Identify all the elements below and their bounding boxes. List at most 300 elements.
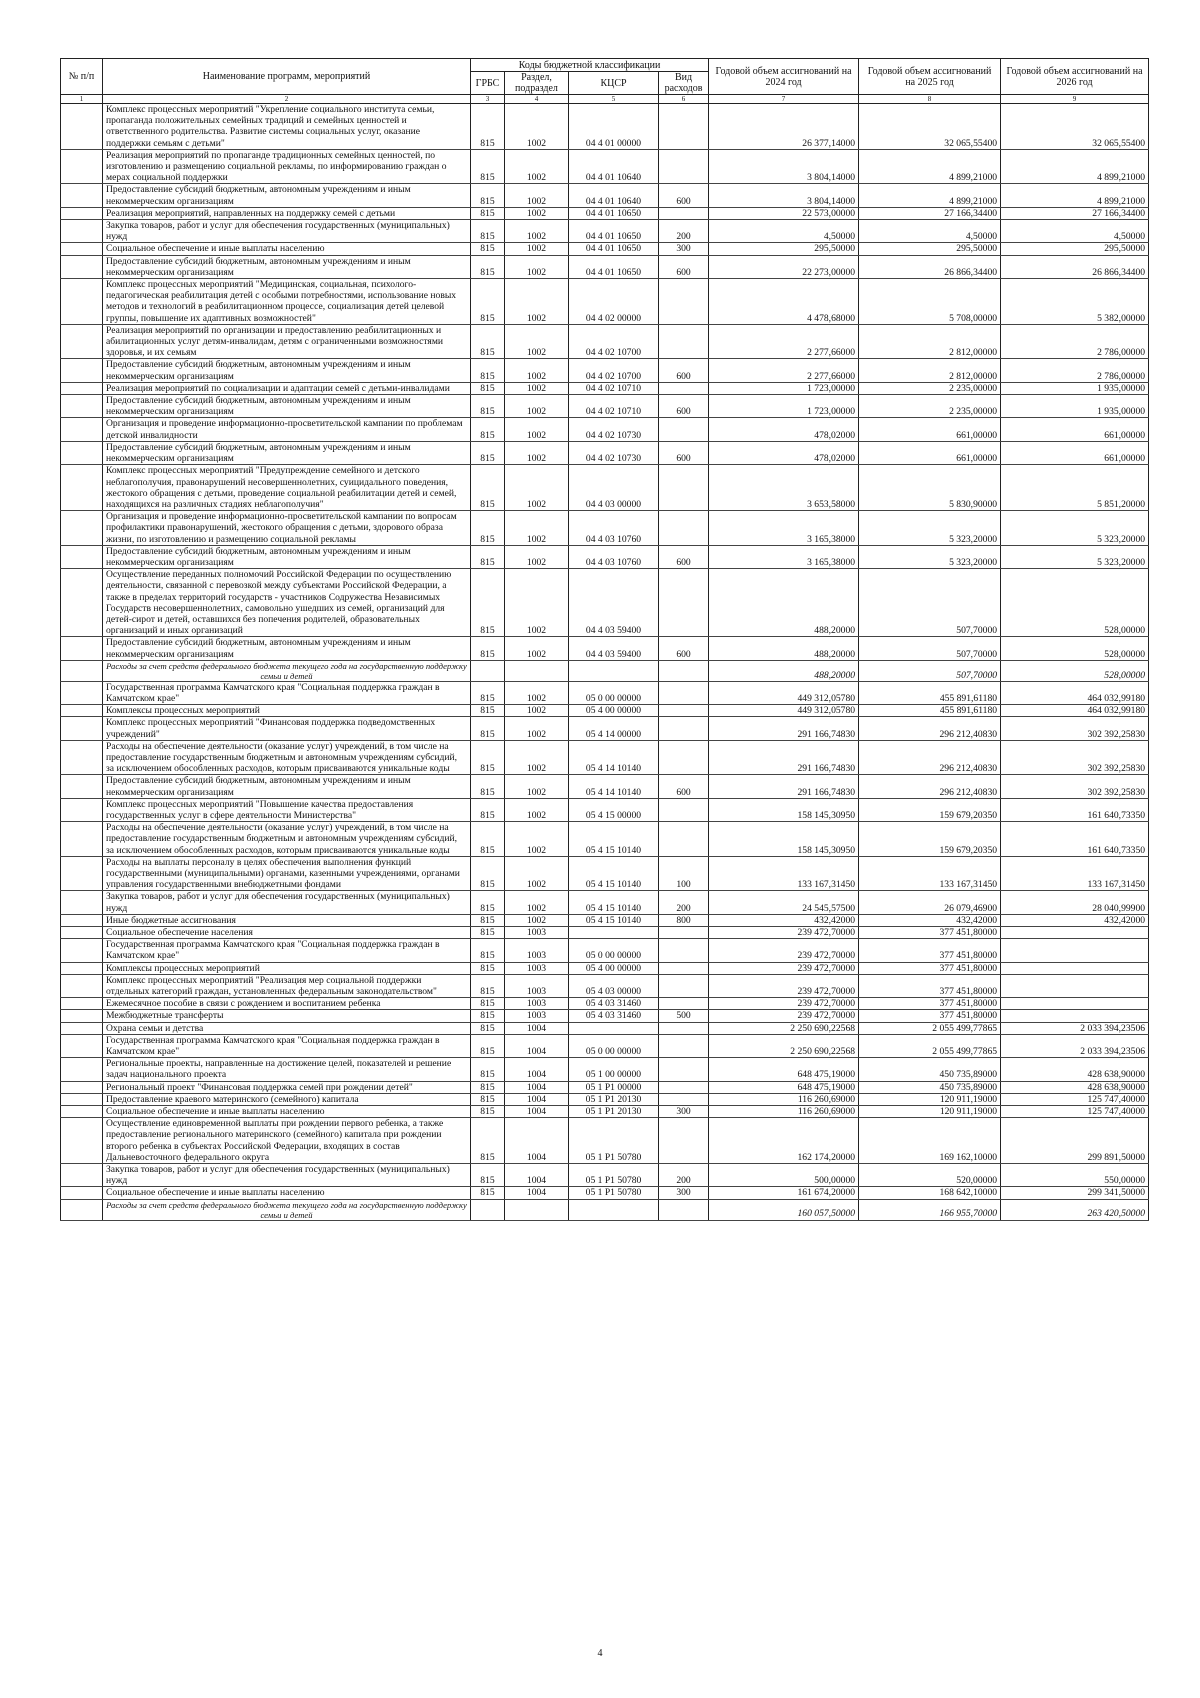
- row-number: [61, 441, 103, 464]
- row-name: Социальное обеспечение и иные выплаты населению: [103, 1187, 471, 1199]
- row-expense-type: [659, 798, 709, 821]
- row-amount-2025: 377 451,80000: [859, 939, 1001, 962]
- row-kcsr: 04 4 01 10650: [569, 207, 659, 219]
- row-amount-2026: 428 638,90000: [1001, 1081, 1149, 1093]
- table-body: [61, 104, 1149, 1221]
- column-number: 1: [61, 95, 103, 104]
- row-amount-2025: 450 735,89000: [859, 1058, 1001, 1081]
- row-amount-2025: 2 055 499,77865: [859, 1034, 1001, 1057]
- row-amount-2025: 32 065,55400: [859, 104, 1001, 150]
- row-number: [61, 681, 103, 704]
- row-amount-2024: 239 472,70000: [709, 998, 859, 1010]
- row-name: Комплекс процессных мероприятий "Финансовая поддержка подведомственных учреждений": [103, 717, 471, 740]
- row-grbs: 815: [471, 914, 505, 926]
- row-kcsr: 05 4 14 00000: [569, 717, 659, 740]
- row-grbs: 815: [471, 822, 505, 857]
- row-section: 1004: [505, 1118, 569, 1164]
- row-name: Осуществление единовременной выплаты при рождении первого ребенка, а также предоставление регионального материнского (семейного) капитала при рождении второго ребенка в субъектах Российской Федерации, входящих в состав Дальневосточного федерального округа: [103, 1118, 471, 1164]
- row-amount-2025: 2 055 499,77865: [859, 1022, 1001, 1034]
- row-amount-2025: 5 830,90000: [859, 465, 1001, 511]
- table-row: [61, 1022, 1149, 1034]
- table-row: [61, 1010, 1149, 1022]
- row-amount-2026: 528,00000: [1001, 660, 1149, 681]
- table-row: [61, 1164, 1149, 1187]
- row-grbs: 815: [471, 1106, 505, 1118]
- row-amount-2024: 3 653,58000: [709, 465, 859, 511]
- row-grbs: 815: [471, 717, 505, 740]
- row-amount-2025: 450 735,89000: [859, 1081, 1001, 1093]
- row-kcsr: 05 1 P1 00000: [569, 1081, 659, 1093]
- row-amount-2026: 464 032,99180: [1001, 681, 1149, 704]
- row-amount-2024: 291 166,74830: [709, 775, 859, 798]
- row-amount-2024: 1 723,00000: [709, 382, 859, 394]
- row-kcsr: 05 4 03 31460: [569, 998, 659, 1010]
- row-expense-type: [659, 939, 709, 962]
- row-amount-2024: 239 472,70000: [709, 1010, 859, 1022]
- row-number: [61, 1164, 103, 1187]
- row-expense-type: [659, 660, 709, 681]
- row-kcsr: 05 1 00 00000: [569, 1058, 659, 1081]
- row-name: Реализация мероприятий по социализации и адаптации семей с детьми-инвалидами: [103, 382, 471, 394]
- row-name: Социальное обеспечение населения: [103, 927, 471, 939]
- header-grbs: ГРБС: [471, 72, 505, 95]
- row-kcsr: 05 1 P1 20130: [569, 1106, 659, 1118]
- table-row: [61, 359, 1149, 382]
- row-kcsr: 05 4 14 10140: [569, 775, 659, 798]
- row-expense-type: [659, 511, 709, 546]
- row-kcsr: [569, 660, 659, 681]
- row-grbs: 815: [471, 104, 505, 150]
- row-name: Закупка товаров, работ и услуг для обеспечения государственных (муниципальных) нужд: [103, 220, 471, 243]
- row-number: [61, 1058, 103, 1081]
- row-amount-2026: [1001, 974, 1149, 997]
- row-amount-2024: 488,20000: [709, 637, 859, 660]
- row-section: 1002: [505, 545, 569, 568]
- header-section: Раздел, подраздел: [505, 72, 569, 95]
- row-expense-type: 800: [659, 914, 709, 926]
- row-expense-type: 600: [659, 184, 709, 207]
- row-kcsr: 04 4 02 10730: [569, 441, 659, 464]
- row-grbs: 815: [471, 637, 505, 660]
- row-grbs: 815: [471, 184, 505, 207]
- row-name: Реализация мероприятий по пропаганде традиционных семейных ценностей, по изготовлению и размещению социальной рекламы, по информированию граждан о мерах социальной поддержки: [103, 149, 471, 184]
- row-grbs: 815: [471, 798, 505, 821]
- row-grbs: 815: [471, 1093, 505, 1105]
- row-kcsr: 05 1 P1 50780: [569, 1187, 659, 1199]
- row-amount-2026: 5 851,20000: [1001, 465, 1149, 511]
- row-expense-type: [659, 1022, 709, 1034]
- table-row: [61, 998, 1149, 1010]
- row-kcsr: 05 4 00 00000: [569, 705, 659, 717]
- row-amount-2024: 239 472,70000: [709, 927, 859, 939]
- row-kcsr: 05 4 15 10140: [569, 822, 659, 857]
- row-amount-2024: 116 260,69000: [709, 1106, 859, 1118]
- row-section: 1002: [505, 856, 569, 891]
- row-name: Государственная программа Камчатского края "Социальная поддержка граждан в Камчатском крае": [103, 1034, 471, 1057]
- row-number: [61, 939, 103, 962]
- row-amount-2024: 2 250 690,22568: [709, 1022, 859, 1034]
- row-amount-2024: 162 174,20000: [709, 1118, 859, 1164]
- row-expense-type: [659, 382, 709, 394]
- row-kcsr: [569, 1022, 659, 1034]
- row-amount-2024: 488,20000: [709, 660, 859, 681]
- row-number: [61, 545, 103, 568]
- row-expense-type: 200: [659, 220, 709, 243]
- row-section: 1002: [505, 569, 569, 637]
- row-amount-2024: 239 472,70000: [709, 962, 859, 974]
- row-number: [61, 660, 103, 681]
- row-name: Предоставление краевого материнского (семейного) капитала: [103, 1093, 471, 1105]
- row-amount-2024: 160 057,50000: [709, 1199, 859, 1220]
- row-amount-2026: 161 640,73350: [1001, 822, 1149, 857]
- row-grbs: 815: [471, 465, 505, 511]
- row-kcsr: 05 0 00 00000: [569, 1034, 659, 1057]
- row-section: [505, 660, 569, 681]
- row-section: 1004: [505, 1093, 569, 1105]
- row-kcsr: 05 4 14 10140: [569, 740, 659, 775]
- row-number: [61, 1118, 103, 1164]
- row-name: Предоставление субсидий бюджетным, автономным учреждениям и иным некоммерческим организациям: [103, 255, 471, 278]
- row-amount-2024: 239 472,70000: [709, 939, 859, 962]
- row-expense-type: 600: [659, 395, 709, 418]
- row-number: [61, 1093, 103, 1105]
- row-grbs: 815: [471, 569, 505, 637]
- row-kcsr: 04 4 01 10650: [569, 243, 659, 255]
- row-amount-2026: 432,42000: [1001, 914, 1149, 926]
- row-expense-type: [659, 1034, 709, 1057]
- row-name: Расходы на выплаты персоналу в целях обеспечения выполнения функций государственными (муниципальными) органами, казенными учреждениями, органами управления государственными внебюджетными фондами: [103, 856, 471, 891]
- row-expense-type: [659, 569, 709, 637]
- row-amount-2026: 28 040,99900: [1001, 891, 1149, 914]
- budget-sheet: [60, 58, 1148, 1221]
- row-amount-2025: 169 162,10000: [859, 1118, 1001, 1164]
- row-number: [61, 717, 103, 740]
- row-amount-2025: 26 079,46900: [859, 891, 1001, 914]
- row-grbs: 815: [471, 1081, 505, 1093]
- row-number: [61, 243, 103, 255]
- table-row: [61, 939, 1149, 962]
- row-name: Предоставление субсидий бюджетным, автономным учреждениям и иным некоммерческим организациям: [103, 184, 471, 207]
- header-year-2024: Годовой объем ассигнований на 2024 год: [709, 59, 859, 95]
- row-grbs: 815: [471, 740, 505, 775]
- row-grbs: 815: [471, 279, 505, 325]
- row-amount-2024: 4 478,68000: [709, 279, 859, 325]
- row-grbs: 815: [471, 1058, 505, 1081]
- row-amount-2026: [1001, 1010, 1149, 1022]
- row-amount-2024: 24 545,57500: [709, 891, 859, 914]
- table-row: [61, 1187, 1149, 1199]
- row-kcsr: 05 1 P1 50780: [569, 1118, 659, 1164]
- row-section: 1002: [505, 822, 569, 857]
- column-number: 2: [103, 95, 471, 104]
- row-grbs: 815: [471, 891, 505, 914]
- row-amount-2024: 22 573,00000: [709, 207, 859, 219]
- row-amount-2024: 22 273,00000: [709, 255, 859, 278]
- header-year-2026: Годовой объем ассигнований на 2026 год: [1001, 59, 1149, 95]
- row-name: Комплекс процессных мероприятий "Реализация мер социальной поддержки отдельных категорий граждан, установленных федеральным законодательством": [103, 974, 471, 997]
- table-row: [61, 891, 1149, 914]
- row-name: Осуществление переданных полномочий Российской Федерации по осуществлению деятельности, связанной с перевозкой между субъектами Российской Федерации, а также в пределах территорий государств - участников Содружества Независимых Государств несовершеннолетних, самовольно ушедших из семей, организаций для детей-сирот и детей, оставшихся без попечения родителей, образовательных организаций и иных организаций: [103, 569, 471, 637]
- row-expense-type: [659, 207, 709, 219]
- row-section: 1002: [505, 255, 569, 278]
- row-number: [61, 149, 103, 184]
- row-amount-2026: [1001, 927, 1149, 939]
- row-amount-2026: 464 032,99180: [1001, 705, 1149, 717]
- row-expense-type: 300: [659, 1106, 709, 1118]
- row-amount-2024: 478,02000: [709, 441, 859, 464]
- federal-budget-row: [61, 660, 1149, 681]
- row-number: [61, 740, 103, 775]
- row-amount-2025: 4,50000: [859, 220, 1001, 243]
- row-name: Государственная программа Камчатского края "Социальная поддержка граждан в Камчатском крае": [103, 681, 471, 704]
- table-row: [61, 974, 1149, 997]
- row-amount-2024: 239 472,70000: [709, 974, 859, 997]
- row-amount-2025: 296 212,40830: [859, 740, 1001, 775]
- table-row: [61, 279, 1149, 325]
- row-amount-2026: 133 167,31450: [1001, 856, 1149, 891]
- row-amount-2025: 661,00000: [859, 441, 1001, 464]
- row-amount-2024: 26 377,14000: [709, 104, 859, 150]
- row-number: [61, 962, 103, 974]
- row-amount-2025: 5 708,00000: [859, 279, 1001, 325]
- table-row: [61, 324, 1149, 359]
- row-amount-2025: 4 899,21000: [859, 184, 1001, 207]
- row-amount-2026: 550,00000: [1001, 1164, 1149, 1187]
- row-kcsr: 04 4 02 00000: [569, 279, 659, 325]
- row-amount-2025: 26 866,34400: [859, 255, 1001, 278]
- row-amount-2025: 296 212,40830: [859, 717, 1001, 740]
- row-amount-2024: 158 145,30950: [709, 822, 859, 857]
- row-section: 1002: [505, 798, 569, 821]
- row-amount-2026: 2 786,00000: [1001, 324, 1149, 359]
- row-amount-2025: 5 323,20000: [859, 545, 1001, 568]
- row-grbs: 815: [471, 149, 505, 184]
- row-amount-2025: 295,50000: [859, 243, 1001, 255]
- row-grbs: 815: [471, 939, 505, 962]
- row-kcsr: 04 4 02 10710: [569, 395, 659, 418]
- row-amount-2026: 302 392,25830: [1001, 717, 1149, 740]
- header-budget-codes: Коды бюджетной классификации: [471, 59, 709, 72]
- row-grbs: 815: [471, 418, 505, 441]
- row-name: Комплекс процессных мероприятий "Предупреждение семейного и детского неблагополучия, правонарушений несовершеннолетних, суицидального поведения, жестокого обращения с детьми, проведение социальной реабилитации детей и семей, находящихся на различных стадиях неблагополучия": [103, 465, 471, 511]
- table-row: [61, 705, 1149, 717]
- table-row: [61, 740, 1149, 775]
- row-grbs: 815: [471, 324, 505, 359]
- row-amount-2026: 26 866,34400: [1001, 255, 1149, 278]
- row-expense-type: [659, 279, 709, 325]
- row-section: 1002: [505, 184, 569, 207]
- table-row: [61, 962, 1149, 974]
- row-kcsr: 04 4 03 10760: [569, 511, 659, 546]
- row-expense-type: [659, 1118, 709, 1164]
- row-kcsr: 05 1 P1 50780: [569, 1164, 659, 1187]
- row-amount-2024: 291 166,74830: [709, 740, 859, 775]
- row-expense-type: [659, 740, 709, 775]
- row-kcsr: 05 4 03 00000: [569, 974, 659, 997]
- row-section: 1003: [505, 927, 569, 939]
- row-kcsr: 04 4 03 00000: [569, 465, 659, 511]
- table-row: [61, 207, 1149, 219]
- row-amount-2024: 432,42000: [709, 914, 859, 926]
- column-number: 8: [859, 95, 1001, 104]
- row-grbs: 815: [471, 1187, 505, 1199]
- row-number: [61, 1034, 103, 1057]
- row-amount-2024: 158 145,30950: [709, 798, 859, 821]
- row-name: Организация и проведение информационно-просветительской кампании по проблемам детской инвалидности: [103, 418, 471, 441]
- row-amount-2026: [1001, 998, 1149, 1010]
- row-number: [61, 279, 103, 325]
- column-number: 7: [709, 95, 859, 104]
- row-amount-2026: 1 935,00000: [1001, 395, 1149, 418]
- row-expense-type: [659, 927, 709, 939]
- row-expense-type: 600: [659, 775, 709, 798]
- row-section: 1004: [505, 1081, 569, 1093]
- table-row: [61, 681, 1149, 704]
- row-amount-2026: 302 392,25830: [1001, 775, 1149, 798]
- row-section: 1003: [505, 962, 569, 974]
- row-expense-type: 600: [659, 255, 709, 278]
- row-amount-2025: 4 899,21000: [859, 149, 1001, 184]
- row-grbs: 815: [471, 1118, 505, 1164]
- row-amount-2025: 159 679,20350: [859, 822, 1001, 857]
- table-row: [61, 255, 1149, 278]
- row-name: Межбюджетные трансферты: [103, 1010, 471, 1022]
- row-amount-2024: 4,50000: [709, 220, 859, 243]
- row-grbs: 815: [471, 974, 505, 997]
- row-section: 1002: [505, 441, 569, 464]
- row-amount-2025: 120 911,19000: [859, 1106, 1001, 1118]
- page-number: 4: [597, 1648, 603, 1659]
- row-expense-type: 600: [659, 441, 709, 464]
- row-kcsr: 04 4 03 10760: [569, 545, 659, 568]
- row-kcsr: 05 0 00 00000: [569, 681, 659, 704]
- row-kcsr: 04 4 03 59400: [569, 637, 659, 660]
- row-section: 1002: [505, 740, 569, 775]
- row-amount-2026: 4 899,21000: [1001, 149, 1149, 184]
- row-grbs: [471, 1199, 505, 1220]
- row-amount-2024: 133 167,31450: [709, 856, 859, 891]
- row-amount-2025: 377 451,80000: [859, 927, 1001, 939]
- table-row: [61, 1058, 1149, 1081]
- table-row: [61, 914, 1149, 926]
- row-section: 1002: [505, 207, 569, 219]
- row-expense-type: [659, 998, 709, 1010]
- table-row: [61, 382, 1149, 394]
- row-amount-2026: 302 392,25830: [1001, 740, 1149, 775]
- row-number: [61, 395, 103, 418]
- row-number: [61, 184, 103, 207]
- row-name: Расходы на обеспечение деятельности (оказание услуг) учреждений, в том числе на предоставление государственным бюджетным и автономным учреждениям субсидий, за исключением обособленных расходов, которым присваиваются уникальные коды: [103, 740, 471, 775]
- header-kcsr: КЦСР: [569, 72, 659, 95]
- row-amount-2026: [1001, 962, 1149, 974]
- row-name: Расходы за счет средств федерального бюджета текущего года на государственную поддержку семьи и детей: [103, 660, 471, 681]
- row-expense-type: 200: [659, 891, 709, 914]
- row-expense-type: [659, 962, 709, 974]
- row-amount-2026: 2 033 394,23506: [1001, 1022, 1149, 1034]
- row-grbs: 815: [471, 382, 505, 394]
- row-amount-2026: 263 420,50000: [1001, 1199, 1149, 1220]
- row-section: 1003: [505, 1010, 569, 1022]
- row-name: Реализация мероприятий, направленных на поддержку семей с детьми: [103, 207, 471, 219]
- row-amount-2024: 2 277,66000: [709, 324, 859, 359]
- row-amount-2026: 4,50000: [1001, 220, 1149, 243]
- row-expense-type: [659, 1058, 709, 1081]
- row-amount-2026: 27 166,34400: [1001, 207, 1149, 219]
- row-section: 1002: [505, 775, 569, 798]
- column-number-row: [61, 95, 1149, 104]
- row-amount-2026: 528,00000: [1001, 637, 1149, 660]
- row-section: 1002: [505, 382, 569, 394]
- row-amount-2026: 32 065,55400: [1001, 104, 1149, 150]
- row-amount-2025: 455 891,61180: [859, 681, 1001, 704]
- row-amount-2025: 2 812,00000: [859, 324, 1001, 359]
- row-section: 1004: [505, 1164, 569, 1187]
- row-amount-2025: 2 812,00000: [859, 359, 1001, 382]
- column-number: 4: [505, 95, 569, 104]
- table-row: [61, 856, 1149, 891]
- row-section: 1002: [505, 324, 569, 359]
- row-name: Комплекс процессных мероприятий "Повышение качества предоставления государственных услуг в сфере деятельности Министерства": [103, 798, 471, 821]
- row-amount-2024: 449 312,05780: [709, 681, 859, 704]
- row-amount-2026: 661,00000: [1001, 418, 1149, 441]
- row-amount-2026: 125 747,40000: [1001, 1093, 1149, 1105]
- row-kcsr: 05 1 P1 20130: [569, 1093, 659, 1105]
- row-amount-2026: 528,00000: [1001, 569, 1149, 637]
- row-kcsr: 05 4 15 10140: [569, 914, 659, 926]
- row-section: 1002: [505, 104, 569, 150]
- row-name: Предоставление субсидий бюджетным, автономным учреждениям и иным некоммерческим организациям: [103, 441, 471, 464]
- row-section: 1002: [505, 705, 569, 717]
- row-section: 1003: [505, 998, 569, 1010]
- table-row: [61, 798, 1149, 821]
- row-expense-type: 200: [659, 1164, 709, 1187]
- row-number: [61, 569, 103, 637]
- row-expense-type: [659, 974, 709, 997]
- row-number: [61, 511, 103, 546]
- row-name: Закупка товаров, работ и услуг для обеспечения государственных (муниципальных) нужд: [103, 1164, 471, 1187]
- row-name: Предоставление субсидий бюджетным, автономным учреждениям и иным некоммерческим организациям: [103, 359, 471, 382]
- row-section: 1004: [505, 1106, 569, 1118]
- row-amount-2025: 133 167,31450: [859, 856, 1001, 891]
- row-kcsr: 04 4 02 10700: [569, 324, 659, 359]
- row-grbs: 815: [471, 856, 505, 891]
- table-row: [61, 822, 1149, 857]
- row-grbs: [471, 660, 505, 681]
- row-name: Расходы на обеспечение деятельности (оказание услуг) учреждений, в том числе на предоставление государственным бюджетным и автономным учреждениям субсидий, за исключением обособленных расходов, которым присваиваются уникальные коды: [103, 822, 471, 857]
- row-number: [61, 324, 103, 359]
- row-name: Региональные проекты, направленные на достижение целей, показателей и решение задач национального проекта: [103, 1058, 471, 1081]
- row-number: [61, 104, 103, 150]
- row-name: Предоставление субсидий бюджетным, автономным учреждениям и иным некоммерческим организациям: [103, 395, 471, 418]
- row-kcsr: 04 4 01 10640: [569, 149, 659, 184]
- row-grbs: 815: [471, 1010, 505, 1022]
- row-section: 1002: [505, 149, 569, 184]
- row-amount-2025: 296 212,40830: [859, 775, 1001, 798]
- row-amount-2024: 648 475,19000: [709, 1058, 859, 1081]
- row-expense-type: [659, 149, 709, 184]
- column-number: 6: [659, 95, 709, 104]
- row-section: 1004: [505, 1058, 569, 1081]
- row-amount-2025: 168 642,10000: [859, 1187, 1001, 1199]
- row-number: [61, 1081, 103, 1093]
- row-section: 1002: [505, 418, 569, 441]
- row-number: [61, 1199, 103, 1220]
- table-row: [61, 149, 1149, 184]
- row-number: [61, 974, 103, 997]
- row-kcsr: 05 4 15 10140: [569, 856, 659, 891]
- row-amount-2025: 507,70000: [859, 569, 1001, 637]
- row-name: Охрана семьи и детства: [103, 1022, 471, 1034]
